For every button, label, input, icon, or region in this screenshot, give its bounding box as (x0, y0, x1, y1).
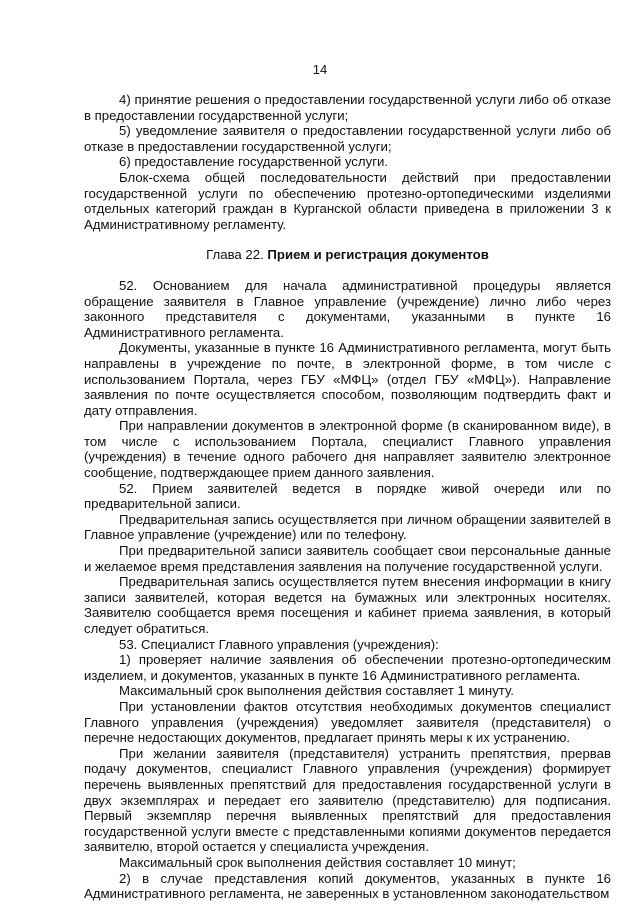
chapter-prefix: Глава 22. (206, 247, 268, 263)
paragraph: 4) принятие решения о предоставлении государственной услуги либо об отказе в предоставлении государственной услуги; (84, 92, 611, 123)
paragraph: 6) предоставление государственной услуги. (119, 154, 389, 170)
paragraph: При установлении фактов отсутствия необходимых документов специалист Главного управления (учреждения) уведомляет заявителя (представителя) о перечне недостающих документов, предлагает принять меры к их устранению. (84, 698, 611, 746)
paragraph: Максимальный срок выполнения действия составляет 1 минуту. (119, 683, 514, 699)
document-body (84, 92, 611, 902)
chapter-title: Прием и регистрация документов (267, 247, 489, 263)
paragraph: Предварительная запись осуществляется при личном обращении заявителей в Главное управление (учреждение) или по телефону. (84, 511, 611, 543)
paragraph: Предварительная запись осуществляется путем внесения информации в книгу записи заявителей, которая ведется на бумажных или электронных носителях. Заявителю сообщается время посещения и кабинет приема заявления, в который следует обратиться. (84, 574, 611, 636)
paragraph: 52. Основанием для начала административной процедуры является обращение заявителя в Главное управление (учреждение) лично либо через законного представителя с документами, указанными в пункте 16 Административного регламента. (84, 277, 611, 340)
paragraph: 2) в случае представления копий документов, указанных в пункте 16 Административного регламента, не заверенных в установленном законодательством (84, 870, 611, 902)
paragraph: Блок-схема общей последовательности действий при предоставлении государственной услуги по обеспечению протезно-ортопедическими изделиями отдельных категорий граждан в Курганской области приведена в приложении 3 к Административному регламенту. (84, 169, 611, 232)
chapter-heading (84, 247, 611, 263)
paragraph: 52. Прием заявителей ведется в порядке живой очереди или по предварительной записи. (84, 480, 611, 512)
paragraph: 5) уведомление заявителя о предоставлении государственной услуги либо об отказе в предоставлении государственной услуги; (84, 123, 611, 154)
paragraph: 1) проверяет наличие заявления об обеспечении протезно-ортопедическим изделием, и документов, указанных в пункте 16 Административного регламента. (84, 652, 611, 683)
page-number: 14 (312, 62, 328, 77)
paragraph: При направлении документов в электронной форме (в сканированном виде), в том числе с использованием Портала, специалист Главного управления (учреждения) в течение одного рабочего дня направляет заявителю электронное сообщение, подтверждающее прием данного заявления. (84, 418, 611, 481)
paragraph: 53. Специалист Главного управления (учреждения): (119, 636, 439, 652)
paragraph: При предварительной записи заявитель сообщает свои персональные данные и желаемое время представления заявления на получение государственной услуги. (84, 543, 611, 574)
paragraph: Документы, указанные в пункте 16 Административного регламента, могут быть направлены в учреждение по почте, в электронной форме, в том числе с использованием Портала, через ГБУ «МФЦ» (отдел ГБУ «МФЦ»). Направление заявления по почте осуществляется способом, позволяющим подтвердить факт и дату отправления. (84, 340, 611, 418)
paragraph: При желании заявителя (представителя) устранить препятствия, прервав подачу документов, специалист Главного управления (учреждения) формирует перечень выявленных препятствий для предоставления государственной услуги в двух экземплярах и передает его заявителю (представителю) для подписания. Первый экземпляр перечня выявленных препятствий для предоставления государственной услуги вместе с представленными копиями документов передается заявителю, второй остается у специалиста учреждения. (84, 745, 611, 855)
paragraph: Максимальный срок выполнения действия составляет 10 минут; (119, 854, 516, 870)
